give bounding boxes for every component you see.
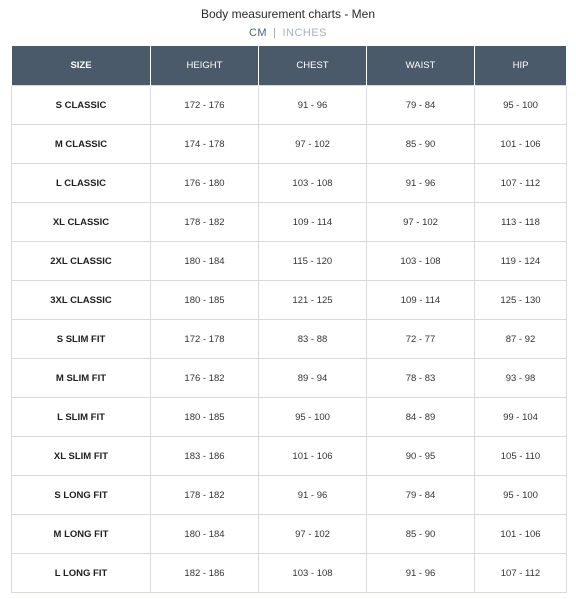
size-cell: S LONG FIT <box>12 476 151 515</box>
hip-cell: 95 - 100 <box>475 86 567 125</box>
height-cell: 176 - 180 <box>151 164 259 203</box>
size-cell: L CLASSIC <box>12 164 151 203</box>
size-cell: 2XL CLASSIC <box>12 242 151 281</box>
size-cell: M LONG FIT <box>12 515 151 554</box>
height-cell: 176 - 182 <box>151 359 259 398</box>
header-hip: HIP <box>475 46 567 86</box>
chest-cell: 91 - 96 <box>259 86 367 125</box>
waist-cell: 85 - 90 <box>367 125 475 164</box>
table-row <box>12 554 567 593</box>
chest-cell: 97 - 102 <box>259 125 367 164</box>
table-row <box>12 203 567 242</box>
waist-cell: 90 - 95 <box>367 437 475 476</box>
chest-cell: 101 - 106 <box>259 437 367 476</box>
hip-cell: 101 - 106 <box>475 515 567 554</box>
unit-separator: | <box>273 27 277 39</box>
hip-cell: 95 - 100 <box>475 476 567 515</box>
chest-cell: 121 - 125 <box>259 281 367 320</box>
table-row <box>12 86 567 125</box>
page-title: Body measurement charts - Men <box>200 7 376 21</box>
size-cell: L SLIM FIT <box>12 398 151 437</box>
table-row <box>12 359 567 398</box>
size-cell: M SLIM FIT <box>12 359 151 398</box>
table-row <box>12 242 567 281</box>
size-cell: L LONG FIT <box>12 554 151 593</box>
height-cell: 172 - 178 <box>151 320 259 359</box>
height-cell: 180 - 185 <box>151 398 259 437</box>
hip-cell: 125 - 130 <box>475 281 567 320</box>
hip-cell: 105 - 110 <box>475 437 567 476</box>
table-row <box>12 398 567 437</box>
table-row <box>12 476 567 515</box>
table-body <box>12 86 567 593</box>
height-cell: 172 - 176 <box>151 86 259 125</box>
table-header-row <box>12 46 567 86</box>
header-waist: WAIST <box>367 46 475 86</box>
chest-cell: 89 - 94 <box>259 359 367 398</box>
waist-cell: 79 - 84 <box>367 476 475 515</box>
hip-cell: 113 - 118 <box>475 203 567 242</box>
height-cell: 183 - 186 <box>151 437 259 476</box>
hip-cell: 87 - 92 <box>475 320 567 359</box>
size-cell: S CLASSIC <box>12 86 151 125</box>
table-row <box>12 320 567 359</box>
size-cell: XL CLASSIC <box>12 203 151 242</box>
table-row <box>12 437 567 476</box>
size-cell: XL SLIM FIT <box>12 437 151 476</box>
table-row <box>12 281 567 320</box>
waist-cell: 91 - 96 <box>367 554 475 593</box>
hip-cell: 107 - 112 <box>475 164 567 203</box>
waist-cell: 109 - 114 <box>367 281 475 320</box>
waist-cell: 78 - 83 <box>367 359 475 398</box>
chest-cell: 115 - 120 <box>259 242 367 281</box>
header-height: HEIGHT <box>151 46 259 86</box>
height-cell: 180 - 185 <box>151 281 259 320</box>
chest-cell: 83 - 88 <box>259 320 367 359</box>
table-row <box>12 164 567 203</box>
height-cell: 180 - 184 <box>151 242 259 281</box>
chest-cell: 103 - 108 <box>259 554 367 593</box>
hip-cell: 107 - 112 <box>475 554 567 593</box>
height-cell: 174 - 178 <box>151 125 259 164</box>
waist-cell: 84 - 89 <box>367 398 475 437</box>
chest-cell: 109 - 114 <box>259 203 367 242</box>
measurement-table <box>11 46 567 593</box>
height-cell: 180 - 184 <box>151 515 259 554</box>
table-row <box>12 515 567 554</box>
hip-cell: 119 - 124 <box>475 242 567 281</box>
header-chest: CHEST <box>259 46 367 86</box>
chest-cell: 95 - 100 <box>259 398 367 437</box>
size-cell: M CLASSIC <box>12 125 151 164</box>
waist-cell: 72 - 77 <box>367 320 475 359</box>
unit-toggle <box>0 27 576 39</box>
chest-cell: 97 - 102 <box>259 515 367 554</box>
table-row <box>12 125 567 164</box>
hip-cell: 99 - 104 <box>475 398 567 437</box>
height-cell: 182 - 186 <box>151 554 259 593</box>
chest-cell: 91 - 96 <box>259 476 367 515</box>
height-cell: 178 - 182 <box>151 476 259 515</box>
unit-inches-button[interactable]: INCHES <box>282 27 328 39</box>
size-cell: 3XL CLASSIC <box>12 281 151 320</box>
header-size: SIZE <box>12 46 151 86</box>
waist-cell: 97 - 102 <box>367 203 475 242</box>
height-cell: 178 - 182 <box>151 203 259 242</box>
hip-cell: 93 - 98 <box>475 359 567 398</box>
waist-cell: 79 - 84 <box>367 86 475 125</box>
size-cell: S SLIM FIT <box>12 320 151 359</box>
hip-cell: 101 - 106 <box>475 125 567 164</box>
waist-cell: 103 - 108 <box>367 242 475 281</box>
chest-cell: 103 - 108 <box>259 164 367 203</box>
waist-cell: 91 - 96 <box>367 164 475 203</box>
waist-cell: 85 - 90 <box>367 515 475 554</box>
unit-cm-button[interactable]: CM <box>248 27 268 39</box>
